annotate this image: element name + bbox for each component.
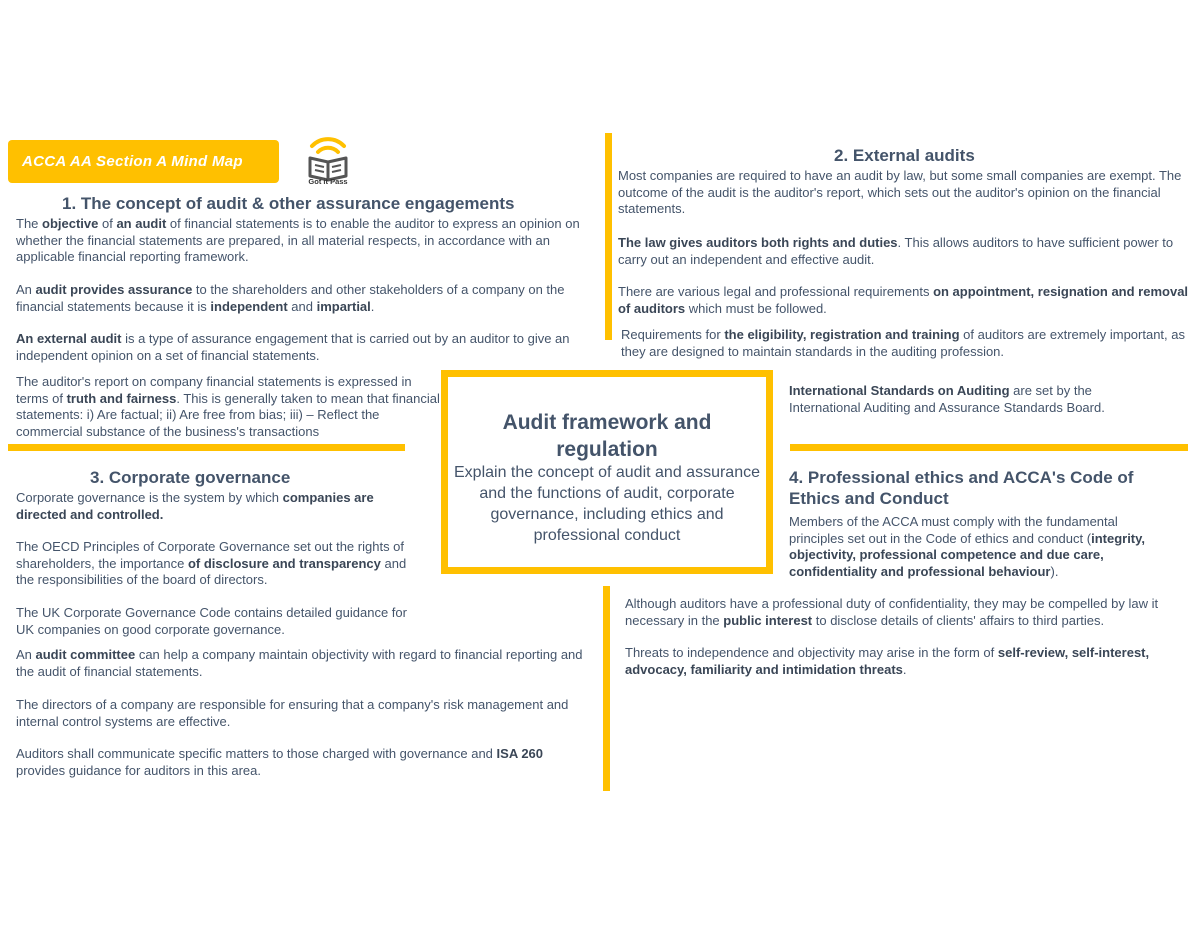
section-2-title: 2. External audits [834, 146, 975, 165]
s1-paragraph-1: The objective of an audit of financial statements is to enable the auditor to express an opinion on whether the financial statements are prepared, in all material respects, in accordance with an applicable financial reporting framework. [16, 216, 580, 264]
s4-paragraph-3: Threats to independence and objectivity may arise in the form of self-review, self-interest, advocacy, familiarity and intimidation threats. [625, 645, 1150, 677]
s2-paragraph-4: Requirements for the eligibility, registration and training of auditors are extremely important, as they are designed to maintain standards in the auditing profession. [621, 327, 1185, 359]
s2-paragraph-1: Most companies are required to have an audit by law, but some small companies are exempt. The outcome of the audit is the auditor's report, which sets out the auditor's opinion on the financial statements. [618, 168, 1182, 216]
central-topic-title: Audit framework and regulation [502, 411, 712, 461]
divider-left-horizontal [8, 444, 405, 451]
divider-right-horizontal [790, 444, 1188, 451]
s2-paragraph-2: The law gives auditors both rights and duties. This allows auditors to have sufficient power to carry out an independent and effective audit. [618, 235, 1174, 267]
s3-paragraph-4: An audit committee can help a company maintain objectivity with regard to financial reporting and the audit of financial statements. [16, 647, 583, 679]
s2-paragraph-3: There are various legal and professional requirements on appointment, resignation and removal of auditors which must be followed. [618, 284, 1189, 316]
s3-paragraph-5: The directors of a company are responsible for ensuring that a company's risk management and internal control systems are effective. [16, 697, 569, 729]
s3-paragraph-2: The OECD Principles of Corporate Governance set out the rights of shareholders, the importance of disclosure and transparency and the responsibilities of the board of directors. [16, 539, 407, 587]
section-3-title: 3. Corporate governance [90, 468, 291, 487]
s3-paragraph-6: Auditors shall communicate specific matters to those charged with governance and ISA 260 provides guidance for auditors in this area. [16, 746, 544, 778]
s2-paragraph-5: International Standards on Auditing are set by the International Auditing and Assurance Standards Board. [789, 383, 1105, 415]
section-1-title: 1. The concept of audit & other assurance engagements [62, 194, 515, 213]
mind-map-badge: ACCA AA Section A Mind Map [8, 140, 279, 183]
logo-text: Got it Pass [308, 177, 348, 186]
divider-vertical-top [605, 133, 612, 340]
central-topic [441, 370, 773, 574]
divider-vertical-bottom [603, 586, 610, 791]
s4-paragraph-1: Members of the ACCA must comply with the fundamental principles set out in the Code of ethics and conduct (integrity, objectivity, professional competence and due care, confidentiality and professional behaviour). [789, 514, 1146, 579]
central-topic-subtitle: Explain the concept of audit and assurance and the functions of audit, corporate governance, including ethics and professional conduct [454, 464, 760, 544]
s3-paragraph-3: The UK Corporate Governance Code contains detailed guidance for UK companies on good corporate governance. [16, 605, 407, 637]
section-4-title: 4. Professional ethics and ACCA's Code of Ethics and Conduct [789, 468, 1134, 508]
s1-paragraph-4: The auditor's report on company financial statements is expressed in terms of truth and fairness. This is generally taken to mean that financial statements: i) Are factual; ii) Are free from bias; iii) – Reflect the commercial substance of the business's transactions [16, 374, 440, 439]
s1-paragraph-2: An audit provides assurance to the shareholders and other stakeholders of a company on the financial statements because it is independent and impartial. [16, 282, 565, 314]
s4-paragraph-2: Although auditors have a professional duty of confidentiality, they may be compelled by law it necessary in the public interest to disclose details of clients' affairs to third parties. [625, 596, 1159, 628]
s1-paragraph-3: An external audit is a type of assurance engagement that is carried out by an auditor to give an independent opinion on a set of financial statements. [16, 331, 570, 363]
s3-paragraph-1: Corporate governance is the system by which companies are directed and controlled. [16, 490, 374, 522]
